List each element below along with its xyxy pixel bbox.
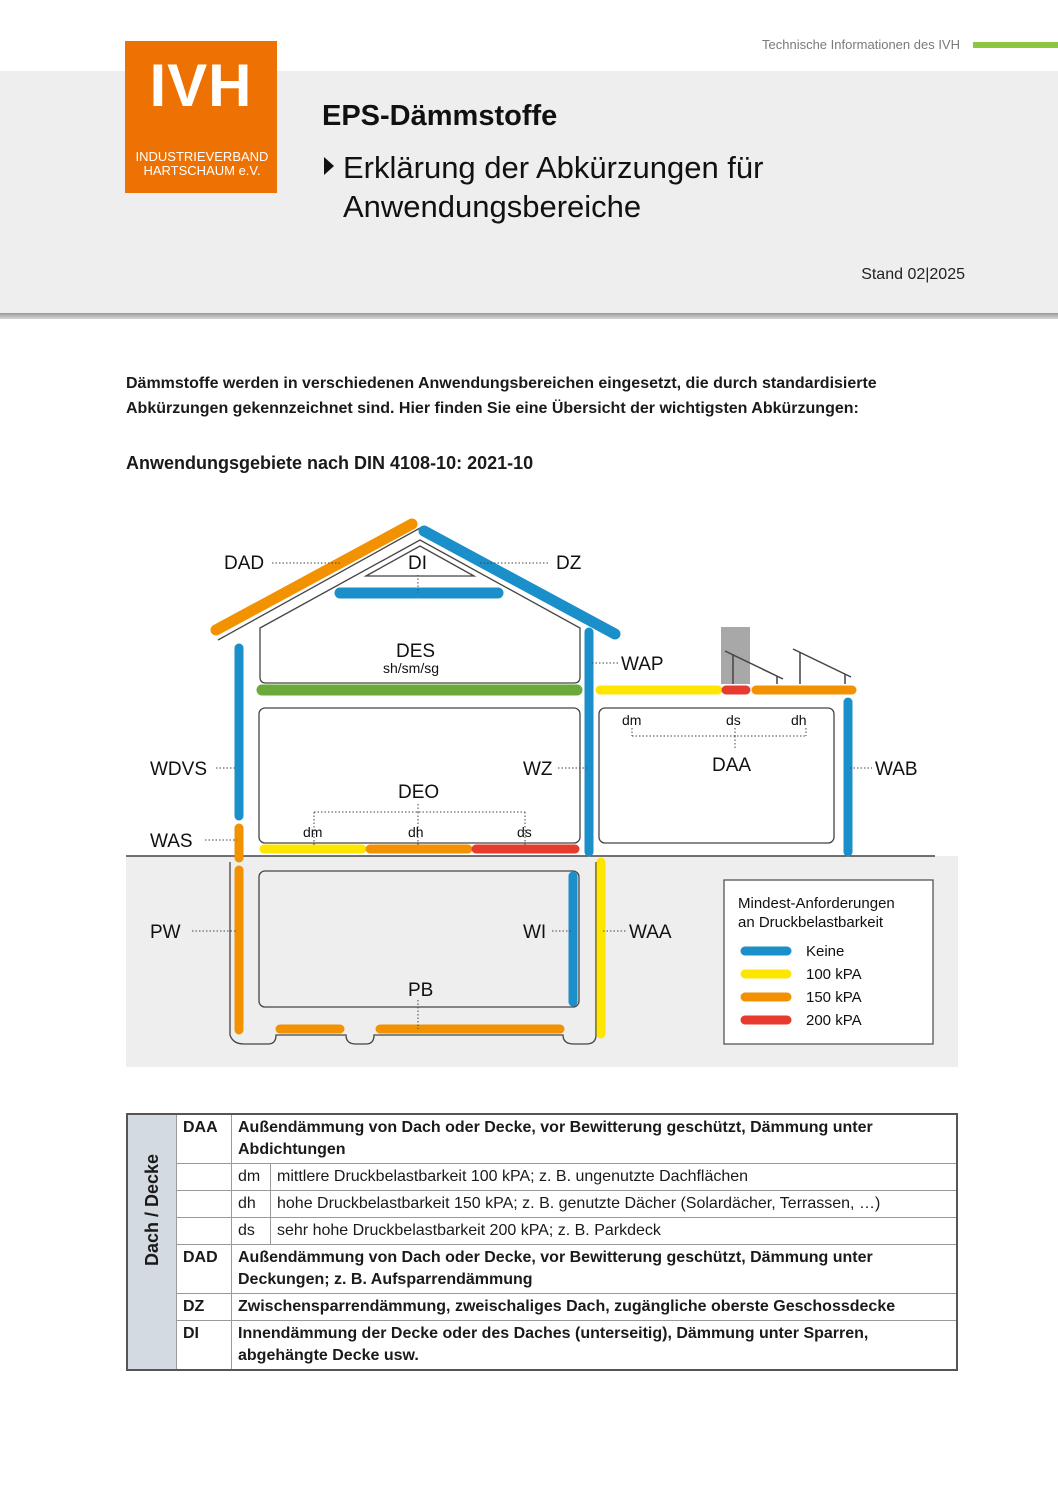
house-diagram	[120, 505, 960, 1070]
row-text: sehr hohe Druckbelastbarkeit 200 kPA; z. B. Parkdeck	[271, 1218, 958, 1245]
legend-label-200: 200 kPA	[806, 1012, 862, 1029]
table-row	[127, 1218, 957, 1245]
empty-code-cell	[177, 1164, 232, 1191]
legend-title-line1: Mindest-Anforderungen	[738, 895, 895, 912]
table-row	[127, 1191, 957, 1218]
row-sub-code: dh	[232, 1191, 271, 1218]
label-des-sub: sh/sm/sg	[383, 660, 440, 676]
logo-main-text: IVH	[149, 52, 253, 119]
section-title: Anwendungsgebiete nach DIN 4108-10: 2021-10	[126, 453, 534, 473]
row-text: hohe Druckbelastbarkeit 150 kPA; z. B. genutzte Dächer (Solardächer, Terrassen, …)	[271, 1191, 958, 1218]
legend-label-150: 150 kPA	[806, 989, 862, 1006]
document-date: Stand 02|2025	[861, 266, 965, 283]
solar-panel-2	[793, 649, 851, 684]
row-code: DI	[177, 1321, 232, 1371]
label-di: DI	[408, 553, 427, 574]
legend-title-line2: an Druckbelastbarkeit	[738, 914, 884, 931]
label-wz: WZ	[523, 759, 553, 780]
row-text: Außendämmung von Dach oder Decke, vor Bewitterung geschützt, Dämmung unter Deckungen; z. B. Aufsparrendämmung	[232, 1245, 958, 1294]
row-sub-code: dm	[232, 1164, 271, 1191]
row-text: mittlere Druckbelastbarkeit 100 kPA; z. B. ungenutzte Dachflächen	[271, 1164, 958, 1191]
row-text: Außendämmung von Dach oder Decke, vor Bewitterung geschützt, Dämmung unter Abdichtungen	[232, 1114, 958, 1164]
label-daa-dm: dm	[622, 712, 642, 728]
label-dad: DAD	[224, 553, 265, 574]
logo-sub-text	[129, 150, 275, 178]
label-daa: DAA	[712, 755, 752, 776]
label-deo: DEO	[398, 782, 440, 803]
page-title: EPS-Dämmstoffe	[322, 100, 558, 132]
label-was: WAS	[150, 831, 193, 852]
page-subtitle: Erklärung der Abkürzungen für Anwendungsbereiche	[343, 150, 764, 224]
label-deo-dm: dm	[303, 824, 323, 840]
row-code: DAA	[177, 1114, 232, 1164]
label-waa: WAA	[629, 922, 672, 943]
label-wdvs: WDVS	[150, 759, 207, 780]
label-pb: PB	[408, 980, 434, 1001]
label-daa-dh: dh	[791, 712, 807, 728]
table-row	[127, 1294, 957, 1321]
label-daa-ds: ds	[726, 712, 741, 728]
legend	[724, 880, 933, 1044]
top-note: Technische Informationen des IVH	[762, 37, 960, 52]
roof-ridge-outline	[218, 528, 620, 640]
solar-panel-1	[725, 651, 783, 684]
ivh-logo	[125, 41, 277, 193]
empty-code-cell	[177, 1218, 232, 1245]
category-label: Dach / Decke	[142, 1153, 162, 1266]
leader-daa	[632, 728, 806, 750]
row-sub-code: ds	[232, 1218, 271, 1245]
table-row	[127, 1321, 957, 1371]
legend-label-100: 100 kPA	[806, 966, 862, 983]
label-wap: WAP	[621, 654, 664, 675]
row-text: Innendämmung der Decke oder des Daches (unterseitig), Dämmung unter Sparren, abgehängte Decke usw.	[232, 1321, 958, 1371]
label-dz: DZ	[556, 553, 582, 574]
legend-label-keine: Keine	[806, 943, 845, 960]
table-row	[127, 1164, 957, 1191]
bar-dad	[216, 524, 412, 630]
label-deo-dh: dh	[408, 824, 424, 840]
intro-text: Dämmstoffe werden in verschiedenen Anwendungsbereichen eingesetzt, die durch standardisierte Abkürzungen gekennzeichnet sind. Hier finden Sie eine Übersicht der wichtigsten Abkürzungen:	[126, 375, 877, 417]
empty-code-cell	[177, 1191, 232, 1218]
row-code: DAD	[177, 1245, 232, 1294]
header-shadow	[0, 313, 1058, 319]
label-wab: WAB	[875, 759, 918, 780]
bar-dz	[424, 531, 615, 634]
table-row	[127, 1114, 957, 1164]
triangle-right-icon	[324, 157, 334, 175]
label-deo-ds: ds	[517, 824, 532, 840]
abbreviation-table	[126, 1113, 958, 1371]
logo-sub-line2: HARTSCHAUM e.V.	[143, 163, 261, 178]
table-row	[127, 1245, 957, 1294]
label-pw: PW	[150, 922, 181, 943]
category-cell	[127, 1114, 177, 1370]
accent-line	[973, 42, 1058, 48]
logo-sub-line1: INDUSTRIEVERBAND	[135, 149, 269, 164]
label-wi: WI	[523, 922, 547, 943]
row-text: Zwischensparrendämmung, zweischaliges Dach, zugängliche oberste Geschossdecke	[232, 1294, 958, 1321]
row-code: DZ	[177, 1294, 232, 1321]
label-des: DES	[396, 641, 436, 662]
